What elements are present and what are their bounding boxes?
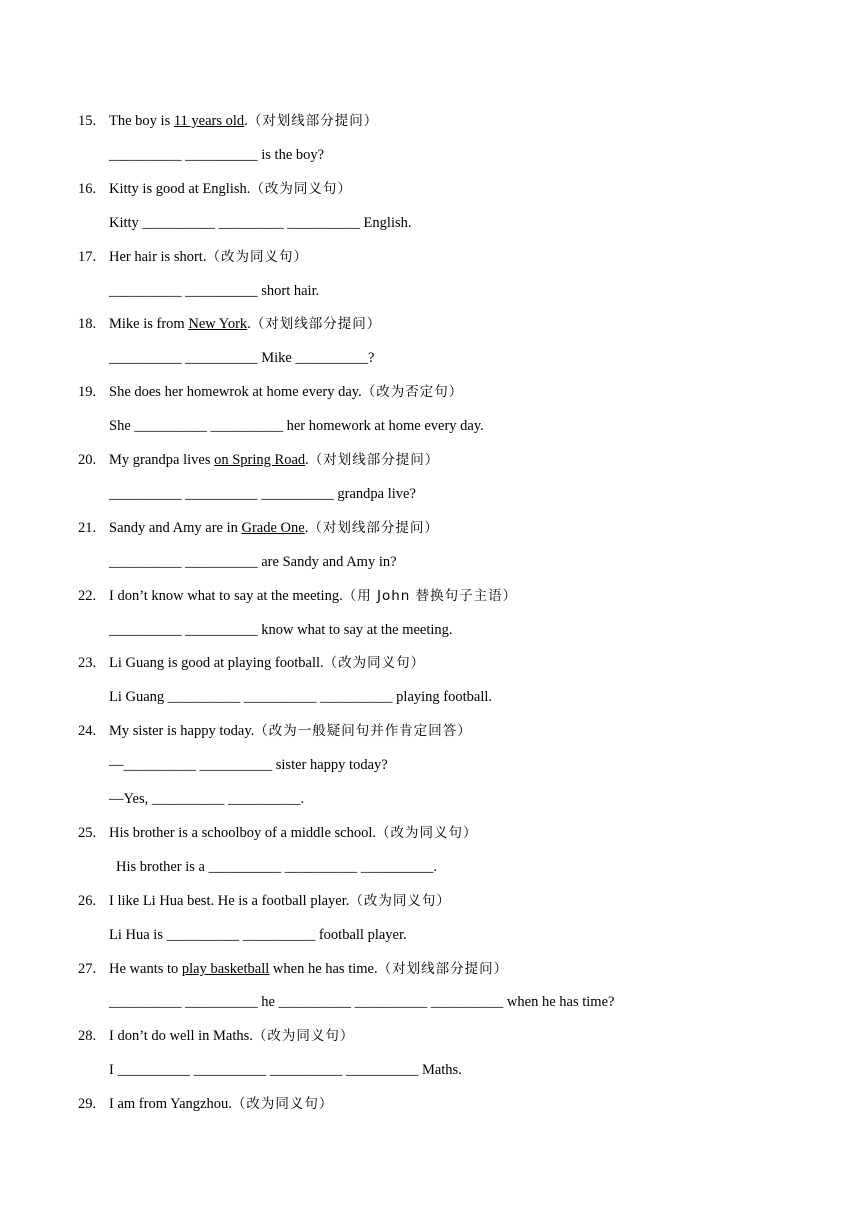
- question-number: 24.: [78, 723, 97, 739]
- answer-blank-line[interactable]: She __________ __________ her homework at home every day.: [109, 418, 484, 434]
- instruction-text: （对划线部分提问）: [377, 961, 509, 977]
- sentence-text: Mike is from: [109, 316, 189, 332]
- question-number: 17.: [78, 249, 97, 265]
- question-text: [109, 1094, 333, 1114]
- question-text: [109, 314, 381, 334]
- sentence-text: I am from Yangzhou.: [109, 1096, 232, 1112]
- instruction-text: （改为同义句）: [349, 893, 451, 909]
- sentence-text: when he has time.: [269, 961, 378, 977]
- instruction-text: （改为否定句）: [361, 384, 464, 400]
- question-text: [109, 721, 472, 741]
- instruction-text: （对划线部分提问）: [308, 452, 440, 468]
- sentence-text: She does her homewrok at home every day.: [109, 384, 362, 400]
- answer-blank-line[interactable]: His brother is a __________ __________ __________.: [116, 859, 437, 875]
- sentence-text: He wants to: [109, 961, 182, 977]
- underlined-phrase: play basketball: [181, 961, 270, 977]
- question-text: [109, 518, 439, 538]
- answer-blank-line[interactable]: __________ __________ he __________ __________ __________ when he has time?: [109, 994, 615, 1010]
- answer-blank-line[interactable]: __________ __________ __________ grandpa live?: [109, 486, 416, 502]
- question-number: 18.: [78, 316, 97, 332]
- underlined-phrase: Grade One: [241, 520, 305, 536]
- sentence-text: My sister is happy today.: [109, 723, 255, 739]
- instruction-text: （改为同义句）: [376, 825, 478, 841]
- answer-blank-line[interactable]: Li Hua is __________ __________ football player.: [109, 927, 407, 943]
- question-number: 19.: [78, 384, 97, 400]
- answer-blank-line[interactable]: —__________ __________ sister happy today?: [109, 757, 388, 773]
- sentence-text: Kitty is good at English.: [109, 181, 251, 197]
- instruction-text: （改为同义句）: [206, 249, 308, 265]
- sentence-text: .: [305, 452, 309, 468]
- question-number: 22.: [78, 588, 97, 604]
- instruction-text: （改为同义句）: [250, 181, 352, 197]
- answer-blank-line[interactable]: __________ __________ know what to say at the meeting.: [109, 622, 453, 638]
- answer-blank-line[interactable]: I __________ __________ __________ __________ Maths.: [109, 1062, 462, 1078]
- question-text: [109, 823, 478, 843]
- question-text: [109, 1026, 354, 1046]
- question-number: 16.: [78, 181, 97, 197]
- answer-blank-line[interactable]: __________ __________ are Sandy and Amy in?: [109, 554, 397, 570]
- sentence-text: .: [304, 520, 309, 536]
- question-text: [109, 653, 425, 673]
- instruction-text: （改为同义句）: [252, 1028, 355, 1044]
- question-number: 21.: [78, 520, 97, 536]
- sentence-text: .: [247, 316, 251, 332]
- instruction-text: （改为一般疑问句并作肯定回答）: [254, 723, 472, 739]
- answer-blank-line[interactable]: —Yes, __________ __________.: [109, 791, 305, 807]
- question-number: 26.: [78, 893, 97, 909]
- question-text: [109, 959, 508, 979]
- question-text: [109, 382, 463, 402]
- question-text: [109, 450, 439, 470]
- question-number: 15.: [78, 113, 97, 129]
- instruction-text: （改为同义句）: [323, 655, 426, 671]
- question-text: [109, 111, 378, 131]
- instruction-text: （对划线部分提问）: [250, 316, 382, 332]
- answer-blank-line[interactable]: Li Guang __________ __________ __________ playing football.: [109, 689, 493, 705]
- sentence-text: Her hair is short.: [109, 249, 207, 265]
- sentence-text: .: [244, 113, 248, 129]
- sentence-text: I don’t do well in Maths.: [109, 1028, 253, 1044]
- answer-blank-line[interactable]: __________ __________ Mike __________?: [109, 350, 375, 366]
- instruction-text: （对划线部分提问）: [247, 113, 379, 129]
- instruction-text: （用 John 替换句子主语）: [342, 588, 518, 604]
- answer-blank-line[interactable]: Kitty __________ _________ __________ English.: [109, 215, 412, 231]
- sentence-text: Li Guang is good at playing football.: [109, 655, 324, 671]
- underlined-phrase: 11 years old: [173, 113, 245, 129]
- underlined-phrase: on Spring Road: [214, 452, 306, 468]
- question-text: [109, 247, 308, 267]
- instruction-text: （改为同义句）: [231, 1096, 334, 1112]
- question-text: [109, 891, 451, 911]
- sentence-text: I don’t know what to say at the meeting.: [109, 588, 343, 604]
- question-number: 29.: [78, 1096, 97, 1112]
- sentence-text: Sandy and Amy are in: [109, 520, 242, 536]
- question-text: [109, 586, 517, 606]
- question-text: [109, 179, 352, 199]
- sentence-text: I like Li Hua best. He is a football player.: [109, 893, 350, 909]
- question-number: 23.: [78, 655, 97, 671]
- question-number: 28.: [78, 1028, 97, 1044]
- answer-blank-line[interactable]: __________ __________ is the boy?: [109, 147, 325, 163]
- question-number: 25.: [78, 825, 97, 841]
- sentence-text: The boy is: [109, 113, 174, 129]
- question-number: 27.: [78, 961, 97, 977]
- underlined-phrase: New York: [188, 316, 248, 332]
- question-number: 20.: [78, 452, 97, 468]
- instruction-text: （对划线部分提问）: [308, 520, 439, 536]
- sentence-text: My grandpa lives: [109, 452, 215, 468]
- sentence-text: His brother is a schoolboy of a middle school.: [109, 825, 376, 841]
- answer-blank-line[interactable]: __________ __________ short hair.: [109, 283, 320, 299]
